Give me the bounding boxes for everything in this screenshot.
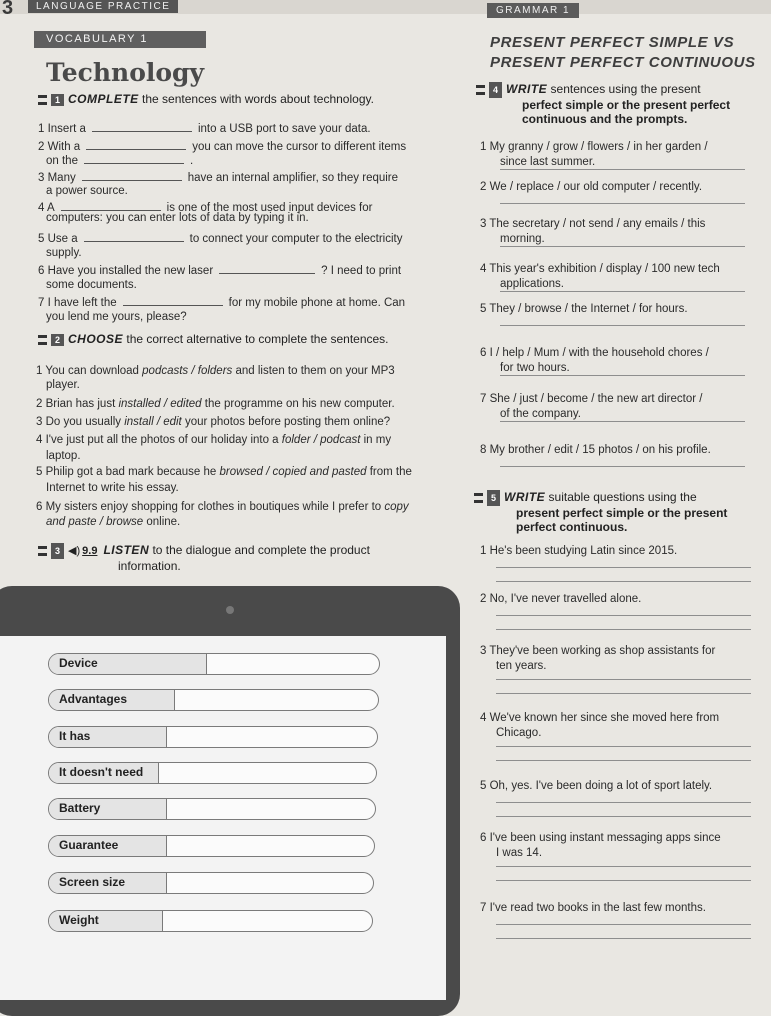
question-line[interactable]	[496, 629, 751, 630]
exercise-1-line	[46, 153, 193, 168]
question-line[interactable]	[496, 693, 751, 694]
field-label: Advantages	[49, 690, 175, 710]
answer-line[interactable]	[500, 246, 745, 247]
exercise-2-line: Internet to write his essay.	[46, 482, 179, 494]
audio-icon[interactable]: ◀)	[68, 545, 81, 558]
question-line[interactable]	[496, 924, 751, 925]
exercise-instruction-1: to the dialogue and complete the product	[149, 543, 370, 558]
exercise-1-line	[38, 263, 401, 278]
exercise-keyword: WRITE	[506, 82, 548, 97]
level-bullet-icon	[474, 493, 483, 503]
answer-line[interactable]	[500, 291, 745, 292]
exercise-1-line	[38, 139, 406, 154]
line-text-end: you can move the cursor to different items	[192, 141, 407, 153]
line-text: on the	[46, 155, 78, 167]
answer-blank[interactable]	[86, 139, 186, 150]
exercise-5-answer-cont: I was 14.	[496, 847, 543, 859]
exercise-1-line	[46, 185, 128, 198]
field-label: Screen size	[49, 873, 167, 893]
exercise-1-line	[38, 121, 371, 136]
question-line[interactable]	[496, 816, 751, 817]
answer-line[interactable]	[500, 421, 745, 422]
answer-blank[interactable]	[92, 121, 192, 132]
exercise-keyword: LISTEN	[103, 543, 150, 558]
exercise-5-answer: 3 They've been working as shop assistants for	[480, 645, 716, 657]
exercise-4-prompt-cont: morning.	[500, 233, 545, 245]
exercise-4-prompt-cont: for two hours.	[500, 362, 570, 374]
line-text: 2 With a	[38, 141, 81, 153]
exercise-keyword: WRITE	[504, 490, 546, 505]
level-bullet-icon	[38, 335, 47, 345]
exercise-instruction-1: suitable questions using the	[545, 490, 697, 505]
line-text: a power source.	[46, 185, 128, 197]
exercise-4-prompt: 3 The secretary / not send / any emails / this	[480, 218, 706, 230]
tablet-camera	[226, 606, 234, 614]
question-line[interactable]	[496, 615, 751, 616]
level-bullet-icon	[476, 85, 485, 95]
exercise-1-heading	[38, 92, 374, 106]
exercise-1-line	[38, 231, 403, 246]
field-label: It has	[49, 727, 167, 747]
line-text-end: for my mobile phone at home. Can	[228, 297, 406, 309]
exercise-keyword: COMPLETE	[68, 92, 139, 106]
field-label: Device	[49, 654, 207, 674]
question-line[interactable]	[496, 760, 751, 761]
answer-line[interactable]	[500, 375, 745, 376]
line-text-end: to connect your computer to the electricity	[189, 233, 403, 245]
answer-blank[interactable]	[123, 295, 223, 306]
exercise-2-heading	[38, 332, 389, 346]
exercise-instruction: the correct alternative to complete the sentences.	[123, 332, 389, 346]
grammar-title-line-2: PRESENT PERFECT CONTINUOUS	[490, 54, 756, 71]
audio-track: 9.9	[82, 545, 98, 558]
grammar-title	[490, 33, 756, 73]
exercise-2-line: 3 Do you usually install / edit your photos before posting them online?	[36, 416, 391, 428]
question-line[interactable]	[496, 938, 751, 939]
line-text-end: have an internal amplifier, so they require	[187, 172, 399, 184]
line-text: 4 A	[38, 202, 55, 214]
line-text: supply.	[46, 247, 82, 259]
exercise-2-line: laptop.	[46, 450, 81, 462]
exercise-instruction: the sentences with words about technology.	[138, 92, 374, 106]
exercise-2-line: 6 My sisters enjoy shopping for clothes in boutiques while I prefer to copy	[36, 501, 409, 513]
question-line[interactable]	[496, 679, 751, 680]
level-bullet-icon	[38, 95, 47, 105]
exercise-5-answer: 4 We've known her since she moved here from	[480, 712, 720, 724]
question-line[interactable]	[496, 880, 751, 881]
unit-label: LANGUAGE PRACTICE	[28, 0, 178, 13]
exercise-4-prompt: 7 She / just / become / the new art director /	[480, 393, 703, 405]
line-text: some documents.	[46, 279, 137, 291]
question-line[interactable]	[496, 746, 751, 747]
line-text: 6 Have you installed the new laser	[38, 265, 214, 277]
exercise-1-line	[46, 279, 137, 292]
product-field[interactable]	[48, 726, 378, 748]
unit-number: 3	[2, 0, 14, 19]
level-bullet-icon	[38, 546, 47, 556]
answer-blank[interactable]	[84, 153, 184, 164]
exercise-instruction-2: perfect simple or the present perfect	[522, 98, 731, 112]
product-field[interactable]	[48, 689, 379, 711]
question-line[interactable]	[496, 581, 751, 582]
exercise-instruction-3: perfect continuous.	[516, 520, 628, 534]
question-line[interactable]	[496, 802, 751, 803]
line-text: computers: you can enter lots of data by typing it in.	[46, 212, 309, 224]
product-field[interactable]	[48, 872, 374, 894]
grammar-tab: GRAMMAR 1	[487, 3, 579, 18]
answer-blank[interactable]	[61, 200, 161, 211]
field-label: It doesn't need	[49, 763, 159, 783]
exercise-5-answer-cont: ten years.	[496, 660, 547, 672]
exercise-2-line: 2 Brian has just installed / edited the programme on his new computer.	[36, 398, 395, 410]
exercise-1-line	[38, 295, 405, 310]
line-text: you lend me yours, please?	[46, 311, 187, 323]
exercise-2-line: and paste / browse online.	[46, 516, 181, 528]
exercise-1-line	[46, 311, 187, 324]
exercise-3-heading	[38, 543, 370, 573]
answer-line[interactable]	[500, 169, 745, 170]
question-line[interactable]	[496, 866, 751, 867]
exercise-4-prompt: 8 My brother / edit / 15 photos / on his profile.	[480, 444, 711, 456]
line-text: 3 Many	[38, 172, 76, 184]
answer-blank[interactable]	[84, 231, 184, 242]
exercise-instruction-2: present perfect simple or the present	[516, 506, 728, 520]
field-label: Battery	[49, 799, 167, 819]
answer-line[interactable]	[500, 466, 745, 467]
exercise-2-line: 5 Philip got a bad mark because he browsed / copied and pasted from the	[36, 466, 412, 478]
exercise-instruction-1: sentences using the present	[547, 82, 701, 97]
exercise-4-prompt: 5 They / browse / the Internet / for hours.	[480, 303, 688, 315]
line-text: 7 I have left the	[38, 297, 117, 309]
exercise-4-prompt: 2 We / replace / our old computer / recently.	[480, 181, 703, 193]
answer-line[interactable]	[500, 325, 745, 326]
exercise-1-line	[46, 212, 309, 225]
vocabulary-tab: VOCABULARY 1	[34, 31, 206, 48]
line-text-end: ? I need to print	[321, 265, 402, 277]
exercise-2-line: 1 You can download podcasts / folders and listen to them on your MP3	[36, 365, 395, 377]
exercise-2-line: player.	[46, 379, 80, 391]
exercise-5-heading	[474, 490, 727, 534]
exercise-4-prompt-cont: since last summer.	[500, 156, 596, 168]
answer-line[interactable]	[500, 203, 745, 204]
exercise-instruction-3: continuous and the prompts.	[522, 112, 688, 126]
product-field[interactable]	[48, 653, 380, 675]
line-text-end: .	[189, 155, 194, 167]
exercise-4-prompt: 6 I / help / Mum / with the household chores /	[480, 347, 709, 359]
line-text: 1 Insert a	[38, 123, 86, 135]
field-label: Guarantee	[49, 836, 167, 856]
exercise-4-heading	[476, 82, 730, 126]
product-field[interactable]	[48, 798, 376, 820]
exercise-instruction-2: information.	[118, 559, 181, 573]
question-line[interactable]	[496, 567, 751, 568]
product-field[interactable]	[48, 910, 373, 932]
exercise-5-answer-cont: Chicago.	[496, 727, 542, 739]
answer-blank[interactable]	[219, 263, 315, 274]
exercise-keyword: CHOOSE	[68, 332, 124, 346]
exercise-number-badge: 1	[51, 94, 64, 106]
field-label: Weight	[49, 911, 163, 931]
exercise-5-answer: 7 I've read two books in the last few months.	[480, 902, 706, 914]
exercise-5-answer: 6 I've been using instant messaging apps since	[480, 832, 721, 844]
exercise-4-prompt: 1 My granny / grow / flowers / in her garden /	[480, 141, 708, 153]
exercise-number-badge: 5	[487, 490, 500, 506]
product-field[interactable]	[48, 835, 375, 857]
line-text-end: is one of the most used input devices for	[166, 202, 373, 214]
answer-blank[interactable]	[82, 170, 182, 181]
exercise-5-answer: 5 Oh, yes. I've been doing a lot of sport lately.	[480, 780, 713, 792]
grammar-title-line-1: PRESENT PERFECT SIMPLE VS	[490, 34, 735, 51]
exercise-1-line	[46, 247, 82, 260]
line-text: 5 Use a	[38, 233, 78, 245]
line-text-end: into a USB port to save your data.	[197, 123, 371, 135]
page-title: Technology	[46, 58, 205, 87]
exercise-4-prompt-cont: of the company.	[500, 408, 581, 420]
exercise-1-line	[38, 170, 398, 185]
exercise-2-line: 4 I've just put all the photos of our holiday into a folder / podcast in my	[36, 434, 392, 446]
exercise-4-prompt-cont: applications.	[500, 278, 564, 290]
exercise-number-badge: 2	[51, 334, 64, 346]
product-field[interactable]	[48, 762, 377, 784]
exercise-4-prompt: 4 This year's exhibition / display / 100 new tech	[480, 263, 720, 275]
exercise-number-badge: 3	[51, 543, 64, 559]
exercise-5-answer: 2 No, I've never travelled alone.	[480, 593, 642, 605]
exercise-number-badge: 4	[489, 82, 502, 98]
exercise-5-answer: 1 He's been studying Latin since 2015.	[480, 545, 678, 557]
